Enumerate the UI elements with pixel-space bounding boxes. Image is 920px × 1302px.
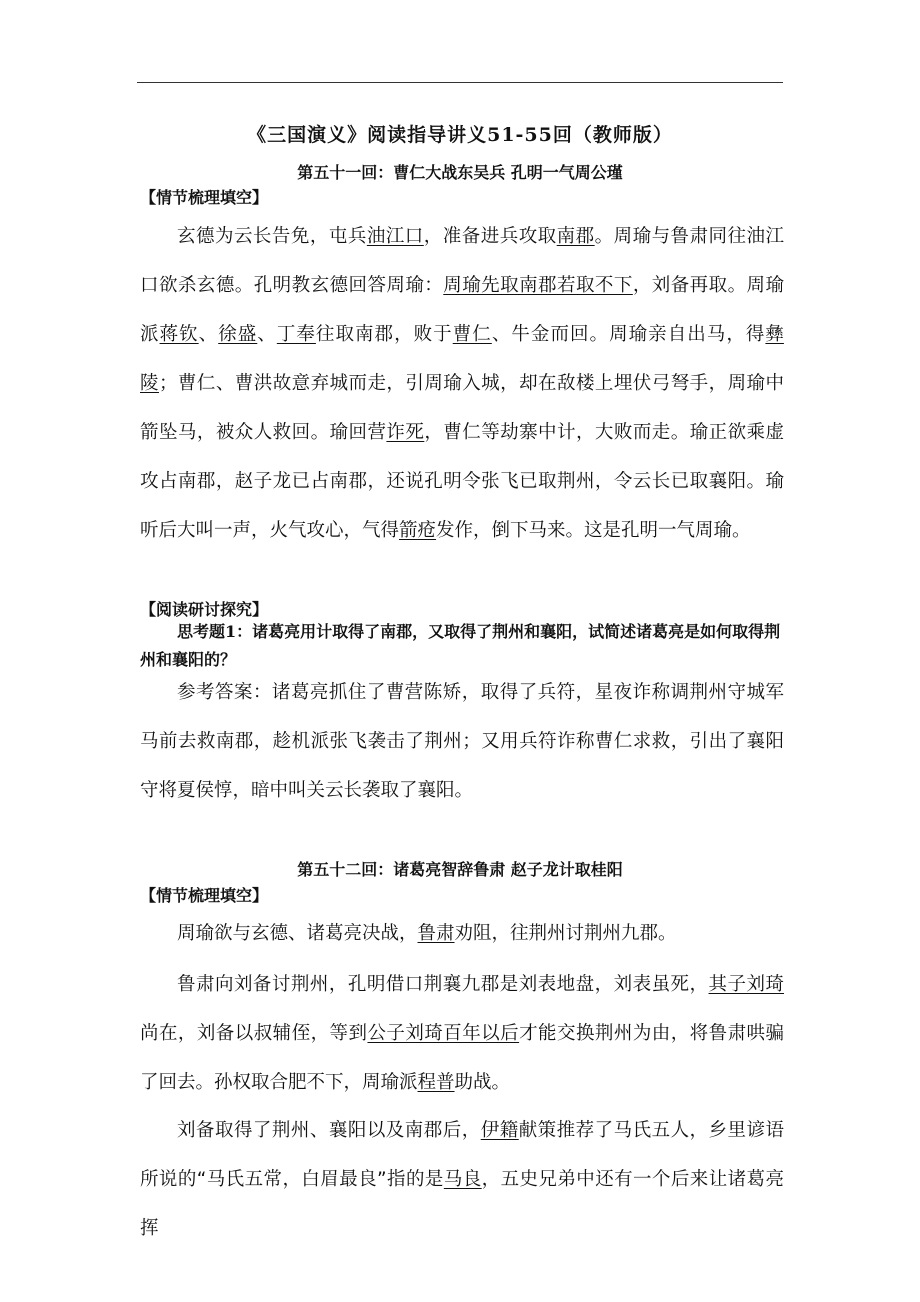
fill-in-answer: 彝陵 bbox=[140, 324, 784, 394]
ch51-study-section-label: 【阅读研讨探究】 bbox=[140, 600, 269, 619]
ch51-question: 思考题1：诸葛亮用计取得了南郡，又取得了荆州和襄阳，试简述诸葛亮是如何取得荆州和襄阳的？ bbox=[140, 622, 781, 669]
paragraph-text: 鲁肃向刘备讨荆州，孔明借口荆襄九郡是刘表地盘，刘表虽死， bbox=[177, 974, 709, 995]
fill-in-answer: 南郡 bbox=[556, 226, 595, 247]
fill-in-answer: 箭疮 bbox=[399, 520, 437, 541]
paragraph-text: 。周瑜与鲁肃同往油江口欲杀玄德。孔明教玄德回答周瑜： bbox=[140, 226, 784, 296]
fill-in-answer: 伊籍 bbox=[480, 1120, 519, 1141]
chapter-51-heading: 第五十一回：曹仁大战东吴兵 孔明一气周公瑾 bbox=[297, 163, 623, 182]
paragraph-text: 、牛金而回。周瑜亲自出马，得 bbox=[491, 324, 766, 345]
ch51-answer: 参考答案：诸葛亮抓住了曹营陈矫，取得了兵符，星夜诈称调荆州守城军马前去救南郡，趁机派张飞袭击了荆州；又用兵符诈称曹仁求救，引出了襄阳守将夏侯惇，暗中叫关云长袭取了襄阳。 bbox=[140, 682, 784, 801]
fill-in-answer: 徐盛 bbox=[218, 324, 258, 345]
fill-in-answer: 公子刘琦百年以后 bbox=[367, 1023, 520, 1044]
fill-in-answer: 诈死 bbox=[386, 422, 425, 443]
ch52-plot-paragraph-2 bbox=[140, 960, 784, 1107]
ch52-plot-paragraph-3 bbox=[140, 1106, 784, 1253]
paragraph-text: 献策推荐了马氏五人，乡里谚语所说的“马氏五常，白眉最良”指的是 bbox=[140, 1120, 784, 1190]
paragraph-text: ，准备进兵攻取 bbox=[423, 226, 557, 247]
fill-in-answer: 周瑜先取南郡若取不下 bbox=[443, 275, 633, 296]
ch51-plot-paragraph bbox=[140, 212, 784, 555]
ch52-plot-paragraph-1 bbox=[140, 909, 784, 958]
paragraph-text: 周瑜欲与玄德、诸葛亮决战， bbox=[177, 923, 418, 944]
chapter-52-heading: 第五十二回：诸葛亮智辞鲁肃 赵子龙计取桂阳 bbox=[297, 860, 623, 879]
fill-in-answer: 曹仁 bbox=[452, 324, 492, 345]
ch51-plot-section-label: 【情节梳理填空】 bbox=[140, 188, 269, 207]
paragraph-text: 、 bbox=[198, 324, 219, 345]
paragraph-text: ，刘备再取。周瑜派 bbox=[140, 275, 784, 345]
page-title: 《三国演义》阅读指导讲义51-55回（教师版） bbox=[247, 124, 673, 146]
fill-in-answer: 丁奉 bbox=[276, 324, 316, 345]
fill-in-answer: 程普 bbox=[417, 1072, 455, 1093]
fill-in-answer: 蒋钦 bbox=[159, 324, 199, 345]
paragraph-text: 玄德为云长告免，屯兵 bbox=[177, 226, 367, 247]
ch52-plot-section-label: 【情节梳理填空】 bbox=[140, 886, 269, 905]
paragraph-text: ，曹仁等劫寨中计，大败而走。瑜正欲乘虚攻占南郡，赵子龙已占南郡，还说孔明令张飞已取荆州，令云长已取襄阳。瑜听后大叫一声，火气攻心，气得 bbox=[140, 422, 784, 541]
paragraph-text: 发作，倒下马来。这是孔明一气周瑜。 bbox=[436, 520, 751, 541]
paragraph-text: ，五史兄弟中还有一个后来让诸葛亮挥 bbox=[140, 1169, 784, 1239]
fill-in-answer: 马良 bbox=[443, 1169, 482, 1190]
paragraph-text: 劝阻，往荆州讨荆州九郡。 bbox=[454, 923, 677, 944]
header-rule bbox=[137, 82, 783, 83]
paragraph-text: 助战。 bbox=[454, 1072, 511, 1093]
fill-in-answer: 其子刘琦 bbox=[708, 974, 784, 995]
fill-in-answer: 鲁肃 bbox=[417, 923, 455, 944]
paragraph-text: ；曹仁、曹洪故意弃城而走，引周瑜入城，却在敌楼上埋伏弓弩手，周瑜中箭坠马，被众人救回。瑜回营 bbox=[140, 373, 784, 443]
paragraph-text: 才能交换荆州为由，将鲁肃哄骗了回去。孙权取合肥不下，周瑜派 bbox=[140, 1023, 784, 1093]
paragraph-text: 、 bbox=[257, 324, 277, 345]
fill-in-answer: 油江口 bbox=[366, 226, 424, 247]
paragraph-text: 刘备取得了荆州、襄阳以及南郡后， bbox=[177, 1120, 481, 1141]
paragraph-text: 尚在，刘备以叔辅侄，等到 bbox=[140, 1023, 368, 1044]
paragraph-text: 往取南郡，败于 bbox=[315, 324, 453, 345]
